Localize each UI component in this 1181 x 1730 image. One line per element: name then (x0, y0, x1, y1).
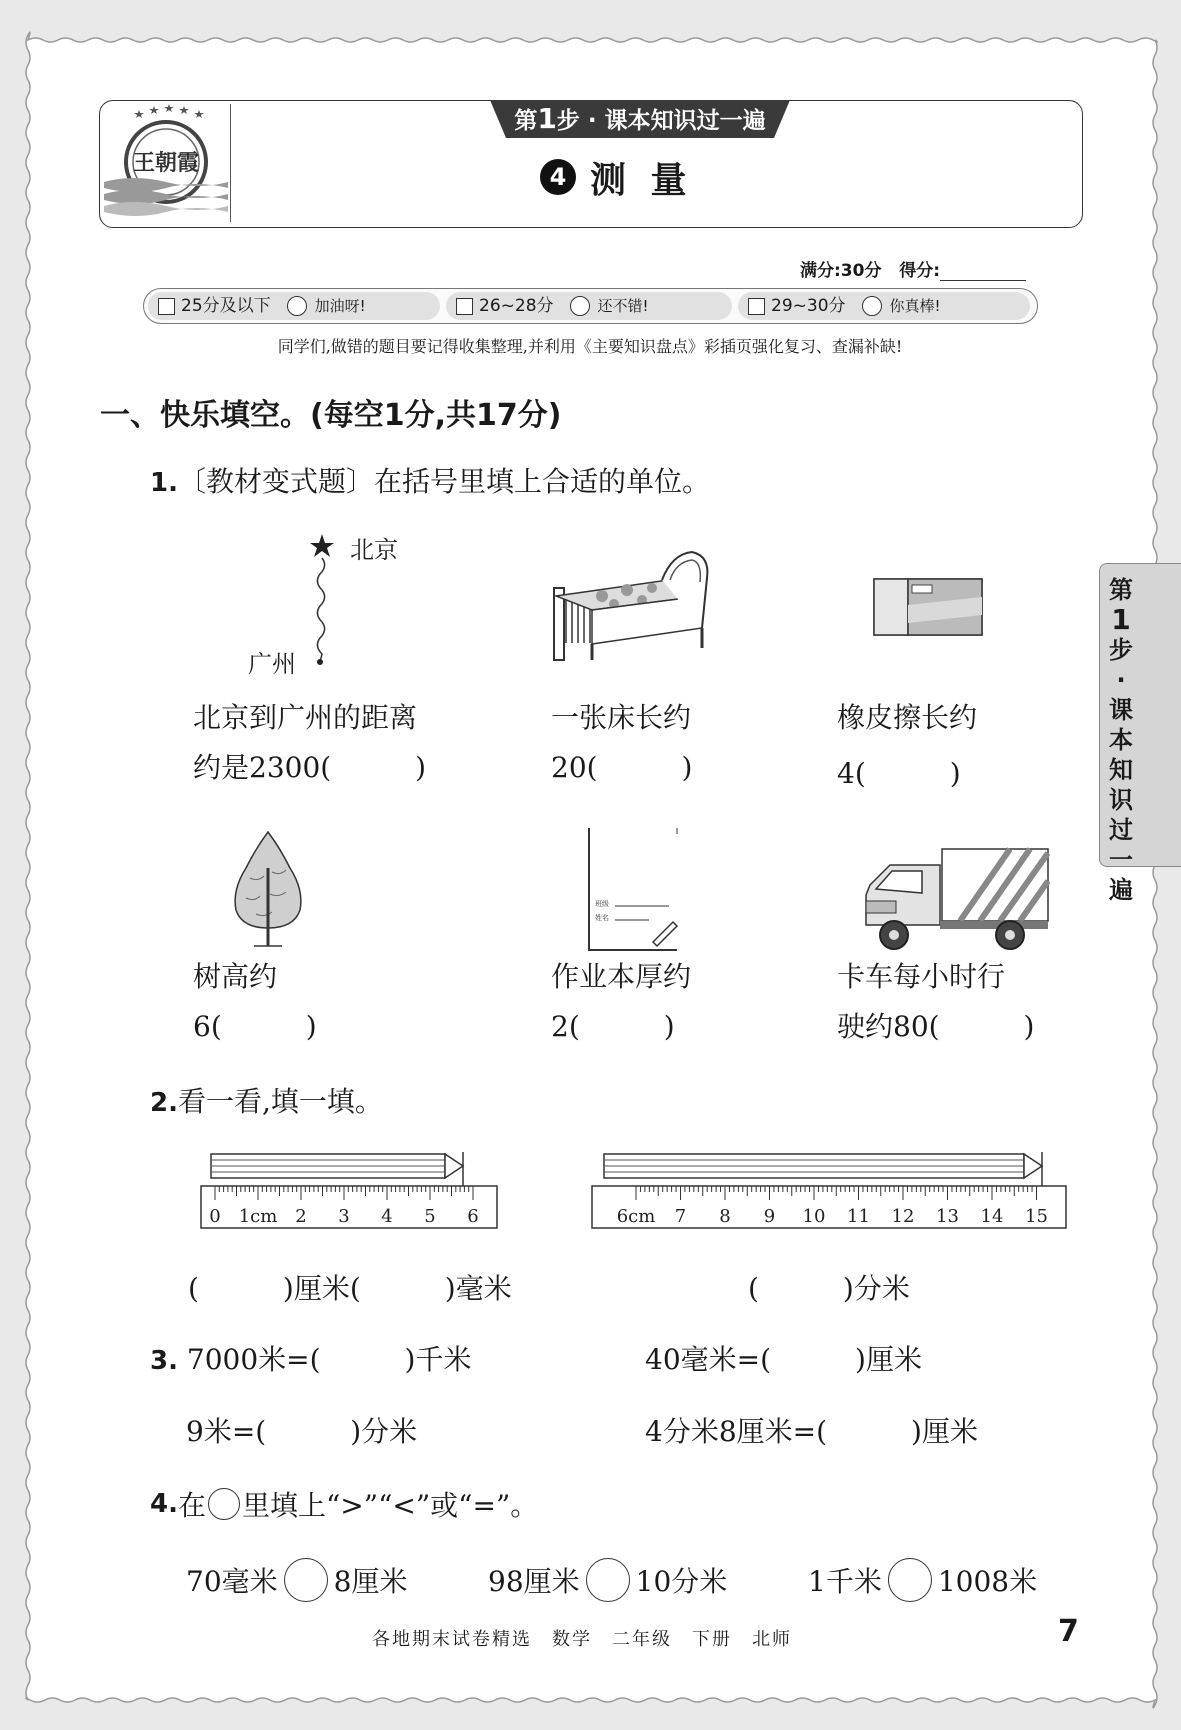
section-title: 一、快乐填空。(每空1分,共17分) (100, 398, 562, 433)
q1-item-notebook: 作业本厚约 2( ) (551, 952, 691, 1052)
smile-icon (862, 296, 882, 316)
unit-title-text: 测 量 (590, 159, 693, 201)
q3-b[interactable]: 40毫米=( )厘米 (645, 1343, 922, 1376)
unit-number: 4 (540, 159, 576, 195)
ruler-tick-label: 8 (719, 1206, 731, 1227)
page-number: 7 (1058, 1614, 1079, 1649)
side-tab-char: 步 (1109, 636, 1133, 664)
ruler-tick-label: 11 (847, 1206, 870, 1227)
side-tab-char: 一 (1109, 846, 1133, 874)
grade-level-3: 29~30分 你真棒! (738, 292, 1030, 320)
pencil-tip (445, 1154, 463, 1178)
compare-circle[interactable] (586, 1558, 630, 1602)
answer-blank[interactable]: 6( ) (193, 1010, 317, 1043)
q1-item-truck: 卡车每小时行 驶约80( ) (837, 952, 1034, 1052)
smile-icon (570, 296, 590, 316)
answer-blank[interactable]: 驶约80( ) (837, 1010, 1035, 1043)
footer-text: 各地期末试卷精选 数学 二年级 下册 北师 (372, 1629, 792, 1650)
q3-c[interactable]: 9米=( )分米 (186, 1415, 418, 1448)
map-label-guangzhou: 广州 (248, 650, 296, 678)
side-tab-char: 本 (1109, 726, 1133, 754)
q2-answer-2[interactable]: ( )分米 (748, 1272, 910, 1305)
ruler-tick-label: 6cm (616, 1206, 656, 1227)
side-tab-char: 识 (1109, 786, 1133, 814)
q2-answer-1[interactable]: ( )厘米( )毫米 (188, 1272, 512, 1305)
side-tab-char: 课 (1109, 696, 1133, 724)
ruler-tick-label: 12 (891, 1206, 915, 1227)
compare-circle[interactable] (888, 1558, 932, 1602)
eraser-illustration (872, 575, 986, 639)
svg-text:姓名: 姓名 (595, 914, 609, 922)
notebook-illustration (585, 826, 681, 954)
ruler-tick-label: 1cm (238, 1206, 278, 1227)
q3-a[interactable]: 7000米=( )千米 (186, 1343, 472, 1376)
star-icon (310, 534, 334, 557)
side-tab-char: 遍 (1109, 876, 1133, 904)
answer-blank[interactable]: 20( ) (551, 751, 693, 784)
ruler-tick-label: 9 (763, 1206, 776, 1227)
question-2: 2.看一看,填一填。 (150, 1085, 383, 1118)
ruler-tick-label: 0 (209, 1206, 221, 1227)
question-4: 4. 在 里填上“>”“<”或“=”。 (150, 1489, 539, 1522)
score-line (800, 256, 1040, 281)
q4-item-2: 98厘米 10分米 (488, 1558, 727, 1602)
logo-divider (230, 104, 231, 222)
bed-illustration (552, 548, 712, 664)
q4-item-3: 1千米 1008米 (808, 1558, 1037, 1602)
map-illustration (240, 530, 420, 680)
q1-item-bed: 一张床长约 20( ) (551, 693, 692, 793)
smile-icon (287, 296, 307, 316)
q1-item-distance: 北京到广州的距离 约是2300( ) (193, 693, 426, 793)
ruler-tick-label: 10 (802, 1206, 826, 1227)
map-label-beijing: 北京 (350, 536, 398, 564)
ruler-tick-label: 6 (467, 1206, 479, 1227)
pencil-tip (1024, 1154, 1042, 1178)
ruler-1 (195, 1152, 505, 1232)
full-score: 满分:30分 (800, 261, 882, 281)
tree-illustration (228, 828, 308, 950)
side-tab-label: 第 1 步 · 课 本 知 识 过 一 遍 (1104, 575, 1138, 905)
q1-item-tree: 树高约 6( ) (193, 952, 317, 1052)
grading-bar (143, 288, 1038, 324)
ruler-tick-label: 15 (1025, 1206, 1048, 1227)
grade-checkbox-2[interactable] (456, 298, 473, 315)
answer-blank[interactable]: 2( ) (551, 1010, 675, 1043)
ruler-tick-label: 13 (936, 1206, 959, 1227)
grade-level-2: 26~28分 还不错! (446, 292, 732, 320)
answer-blank[interactable]: 约是2300( ) (193, 751, 427, 784)
step-label: 第1步 · 课本知识过一遍 (514, 102, 766, 135)
ruler-tick-label: 2 (295, 1206, 307, 1227)
grade-checkbox-1[interactable] (158, 298, 175, 315)
ruler-tick-label: 3 (338, 1206, 350, 1227)
compare-circle[interactable] (284, 1558, 328, 1602)
question-3: 3. 7000米=( )千米 (150, 1343, 472, 1376)
svg-text:班级: 班级 (595, 900, 609, 908)
q3-d[interactable]: 4分米8厘米=( )厘米 (645, 1415, 978, 1448)
truck-illustration (860, 845, 1050, 955)
circle-icon (208, 1488, 240, 1520)
hint-text: 同学们,做错的题目要记得收集整理,并利用《主要知识盘点》彩插页强化复习、查漏补缺! (277, 337, 903, 356)
ruler-tick-label: 4 (381, 1206, 393, 1227)
unit-title (540, 152, 840, 202)
q4-item-1: 70毫米 8厘米 (186, 1558, 407, 1602)
svg-text:王朝霞: 王朝霞 (132, 150, 200, 176)
ruler-tick-label: 5 (424, 1206, 436, 1227)
side-tab-char: · (1116, 666, 1126, 694)
ruler-2 (586, 1152, 1072, 1232)
side-tab-char: 知 (1109, 756, 1133, 784)
answer-blank[interactable]: 4( ) (837, 757, 961, 790)
grade-level-1: 25分及以下 加油呀! (148, 292, 440, 320)
ruler-tick-label: 14 (980, 1206, 1004, 1227)
side-tab-char: 过 (1109, 816, 1133, 844)
publisher-logo (104, 104, 228, 222)
q1-item-eraser: 橡皮擦长约 4( ) (837, 693, 977, 799)
score-blank[interactable] (940, 264, 1026, 281)
question-1: 1.〔教材变式题〕在括号里填上合适的单位。 (150, 465, 710, 498)
grade-checkbox-3[interactable] (748, 298, 765, 315)
got-score-label: 得分: (899, 261, 941, 281)
ruler-tick-label: 7 (674, 1206, 687, 1227)
